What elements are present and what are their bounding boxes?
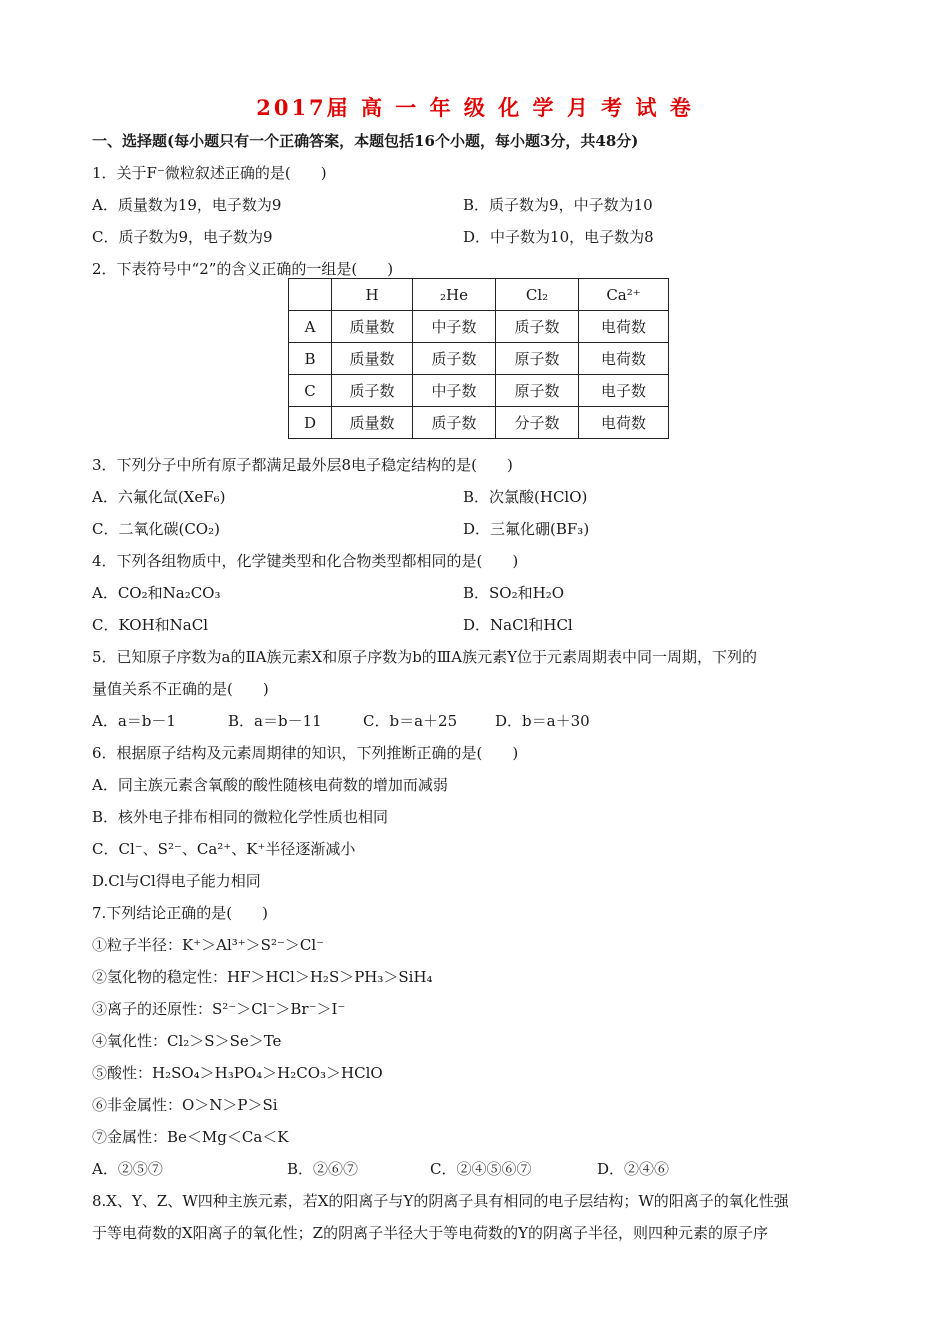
table-cell: 电荷数	[579, 311, 669, 343]
table-row	[289, 311, 669, 343]
question-3-stem: 3．下列分子中所有原子都满足最外层8电子稳定结构的是( )	[92, 456, 513, 474]
table-cell: A	[289, 311, 332, 343]
table-header-row	[289, 279, 669, 311]
table-cell: Cl₂	[496, 279, 579, 311]
question-5-option-c: C．b＝a＋25	[363, 712, 458, 730]
question-8-stem-line2: 于等电荷数的X阳离子的氧化性；Z的阴离子半径大于等电荷数的Y的阴离子半径，则四种元素的原子序	[92, 1224, 769, 1242]
question-3-option-a: A．六氟化氙(XeF₆)	[92, 488, 226, 506]
table-cell: C	[289, 375, 332, 407]
question-5-stem-line1: 5．已知原子序数为a的ⅡA族元素X和原子序数为b的ⅢA族元素Y位于元素周期表中同一周期，下列的	[92, 648, 757, 666]
table-cell: 原子数	[496, 375, 579, 407]
question-6-option-b: B．核外电子排布相同的微粒化学性质也相同	[92, 808, 389, 826]
question-3-option-c: C．二氧化碳(CO₂)	[92, 520, 220, 538]
table-cell: 质量数	[332, 343, 413, 375]
question-5-option-d: D．b＝a＋30	[495, 712, 590, 730]
question-7-statement: ④氧化性：Cl₂＞S＞Se＞Te	[92, 1032, 282, 1050]
question-2-stem: 2．下表符号中“2”的含义正确的一组是( )	[92, 260, 394, 278]
table-cell: 质量数	[332, 407, 413, 439]
table-cell: 质子数	[496, 311, 579, 343]
question-4-stem: 4．下列各组物质中，化学键类型和化合物类型都相同的是( )	[92, 552, 519, 570]
question-7-option-b: B．②⑥⑦	[287, 1160, 359, 1178]
question-6-stem: 6．根据原子结构及元素周期律的知识，下列推断正确的是( )	[92, 744, 519, 762]
question-7-option-c: C．②④⑤⑥⑦	[430, 1160, 532, 1178]
question-6-option-c: C．Cl⁻、S²⁻、Ca²⁺、K⁺半径逐渐减小	[92, 840, 356, 858]
table-cell	[289, 279, 332, 311]
question-8-stem-line1: 8.X、Y、Z、W四种主族元素，若X的阳离子与Y的阴离子具有相同的电子层结构；W的阳离子的氧化性强	[92, 1192, 789, 1210]
question-3-option-b: B．次氯酸(HClO)	[463, 488, 588, 506]
exam-title: 2017届 高 一 年 级 化 学 月 考 试 卷	[256, 95, 694, 120]
table-cell: Ca²⁺	[579, 279, 669, 311]
table-cell: 分子数	[496, 407, 579, 439]
question-7-statement: ①粒子半径：K⁺＞Al³⁺＞S²⁻＞Cl⁻	[92, 936, 325, 954]
table-cell: 质子数	[413, 343, 496, 375]
table-cell: 质量数	[332, 311, 413, 343]
question-1-option-c: C．质子数为9，电子数为9	[92, 228, 273, 246]
question-5-option-b: B．a＝b－11	[228, 712, 322, 730]
question-7-statement: ②氢化物的稳定性：HF＞HCl＞H₂S＞PH₃＞SiH₄	[92, 968, 433, 986]
question-4-option-d: D．NaCl和HCl	[463, 616, 573, 634]
question-7-statement: ⑥非金属性：O＞N＞P＞Si	[92, 1096, 278, 1114]
question-4-option-c: C．KOH和NaCl	[92, 616, 209, 634]
table-row	[289, 375, 669, 407]
table-cell: 原子数	[496, 343, 579, 375]
question-4-option-b: B．SO₂和H₂O	[463, 584, 565, 602]
table-cell: 中子数	[413, 311, 496, 343]
question-1-option-a: A．质量数为19，电子数为9	[92, 196, 282, 214]
question-7-stem: 7.下列结论正确的是( )	[92, 904, 269, 922]
question-7-statement: ③离子的还原性：S²⁻＞Cl⁻＞Br⁻＞I⁻	[92, 1000, 346, 1018]
question-5-stem-line2: 量值关系不正确的是( )	[92, 680, 269, 698]
question-4-option-a: A．CO₂和Na₂CO₃	[92, 584, 221, 602]
table-cell: 质子数	[332, 375, 413, 407]
question-7-statement: ⑦金属性：Be＜Mg＜Ca＜K	[92, 1128, 289, 1146]
table-cell: H	[332, 279, 413, 311]
table-cell: 电荷数	[579, 343, 669, 375]
table-row	[289, 343, 669, 375]
table-cell: 电荷数	[579, 407, 669, 439]
section-heading: 一、选择题(每小题只有一个正确答案，本题包括16个小题，每小题3分，共48分)	[92, 132, 639, 150]
question-6-option-d: D.Cl与Cl得电子能力相同	[92, 872, 261, 890]
table-cell: 质子数	[413, 407, 496, 439]
symbol-meaning-table	[288, 278, 669, 439]
question-1-option-b: B．质子数为9，中子数为10	[463, 196, 653, 214]
question-7-option-d: D．②④⑥	[597, 1160, 670, 1178]
question-1-stem: 1．关于F⁻微粒叙述正确的是( )	[92, 164, 327, 182]
question-6-option-a: A．同主族元素含氧酸的酸性随核电荷数的增加而减弱	[92, 776, 448, 794]
question-7-option-a: A．②⑤⑦	[92, 1160, 163, 1178]
table-row	[289, 407, 669, 439]
question-3-option-d: D．三氟化硼(BF₃)	[463, 520, 590, 538]
question-7-statement: ⑤酸性：H₂SO₄＞H₃PO₄＞H₂CO₃＞HClO	[92, 1064, 383, 1082]
table-cell: 电子数	[579, 375, 669, 407]
table-cell: B	[289, 343, 332, 375]
question-5-option-a: A．a＝b－1	[92, 712, 176, 730]
table-cell: ₂He	[413, 279, 496, 311]
table-cell: 中子数	[413, 375, 496, 407]
table-cell: D	[289, 407, 332, 439]
question-1-option-d: D．中子数为10，电子数为8	[463, 228, 654, 246]
